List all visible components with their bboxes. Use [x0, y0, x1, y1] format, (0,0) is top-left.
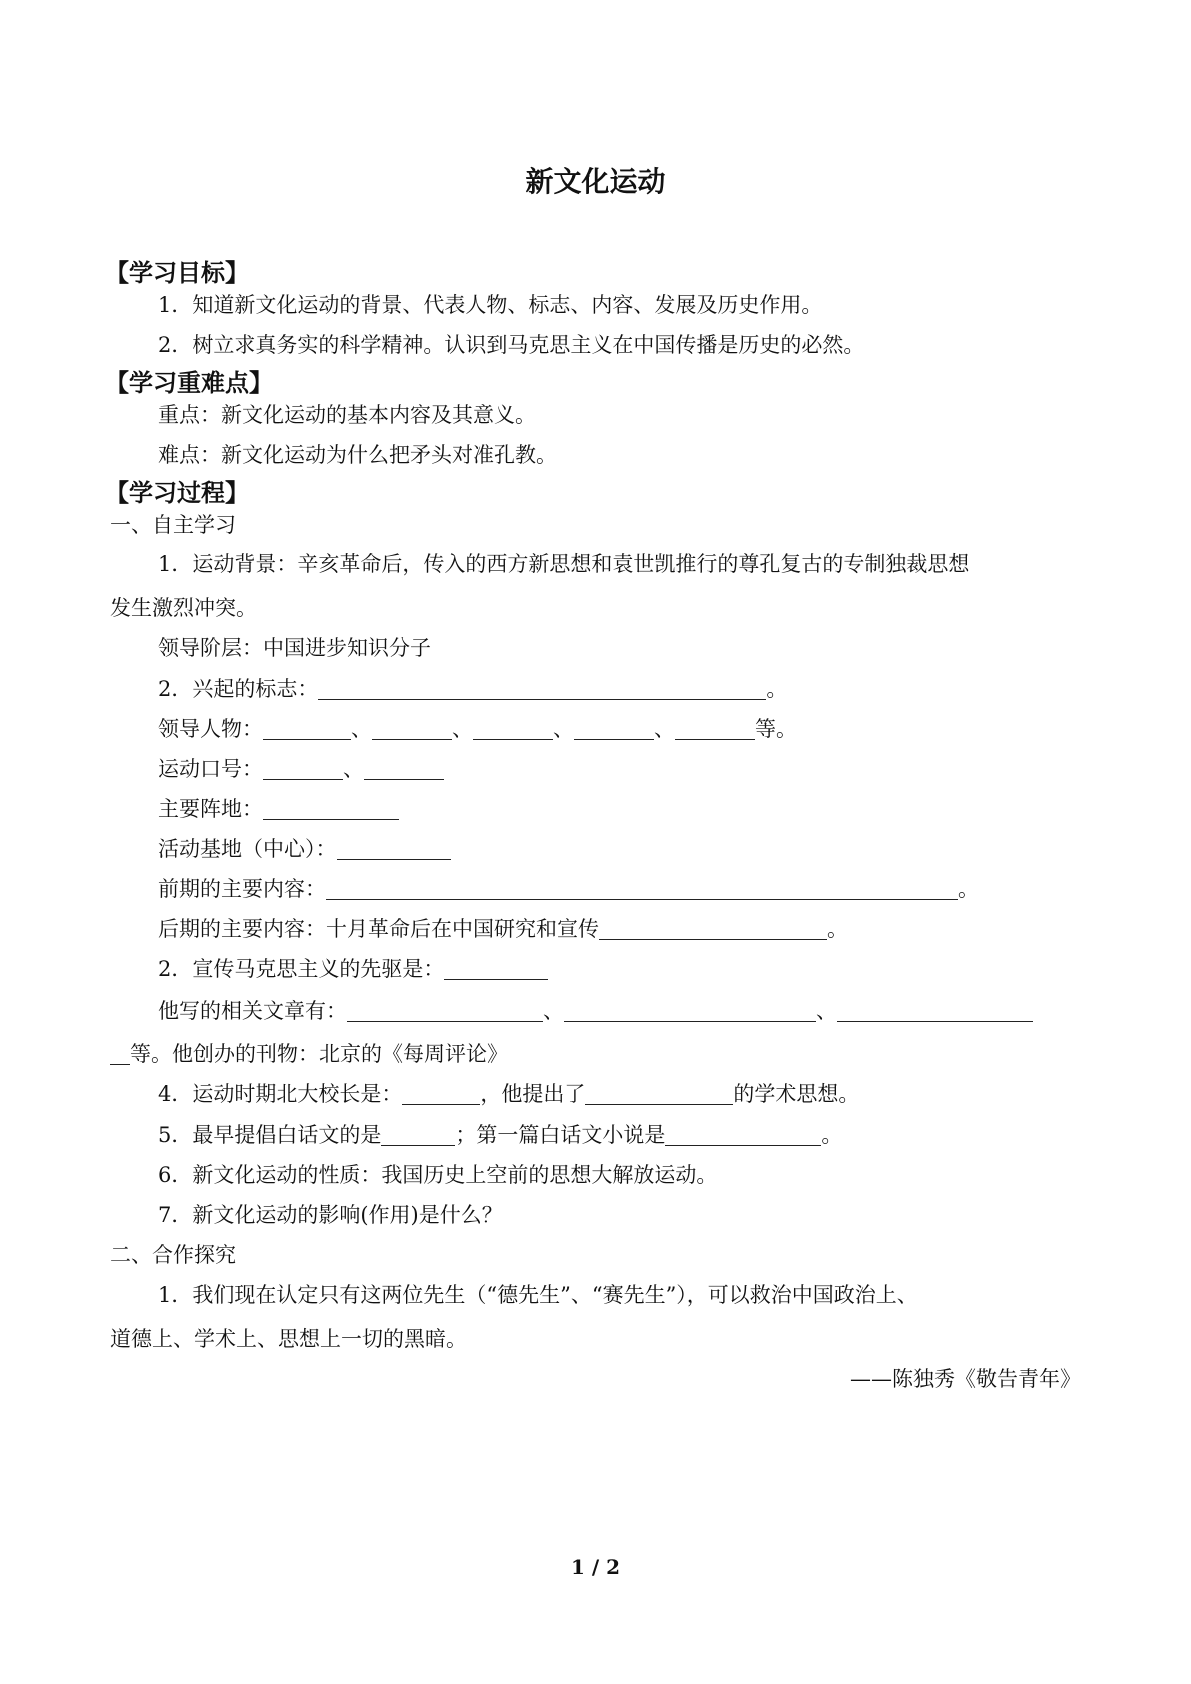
position-row — [158, 794, 399, 824]
blank-article-3[interactable] — [837, 999, 1033, 1022]
separator: 、 — [543, 999, 564, 1023]
blank-leader-1[interactable] — [263, 717, 351, 740]
blank-vernacular-advocate[interactable] — [381, 1123, 455, 1146]
q5-text-a: 5．最早提倡白话文的是 — [158, 1123, 382, 1147]
separator: 、 — [452, 717, 473, 741]
section-goals: 【学习目标】 — [105, 259, 249, 287]
blank-slogan-2[interactable] — [364, 757, 444, 780]
page-title: 新文化运动 — [525, 165, 666, 198]
key-point-difficult: 难点：新文化运动为什么把矛头对准孔教。 — [158, 443, 557, 467]
part2-q1-line2: 道德上、学术上、思想上一切的黑暗。 — [110, 1327, 467, 1351]
late-content-row — [158, 914, 848, 944]
early-content-label: 前期的主要内容： — [158, 877, 326, 901]
slogan-label: 运动口号： — [158, 757, 263, 781]
attribution: ——陈独秀《敬告青年》 — [850, 1367, 1081, 1391]
articles-cont-row — [110, 1039, 508, 1069]
base-row — [158, 834, 451, 864]
part1-heading: 一、自主学习 — [110, 513, 236, 537]
early-content-row — [158, 874, 979, 904]
blank-position[interactable] — [263, 797, 399, 820]
pioneer-label: 2．宣传马克思主义的先驱是： — [158, 957, 445, 981]
articles-label: 他写的相关文章有： — [158, 999, 347, 1023]
separator: 、 — [351, 717, 372, 741]
q5-text-b: ；第一篇白话文小说是 — [455, 1123, 666, 1147]
goal-2: 2．树立求真务实的科学精神。认识到马克思主义在中国传播是历史的必然。 — [158, 333, 865, 357]
blank-article-1[interactable] — [347, 999, 543, 1022]
leader-people-label: 领导人物： — [158, 717, 263, 741]
blank-late-content[interactable] — [599, 917, 827, 940]
key-point-important: 重点：新文化运动的基本内容及其意义。 — [158, 403, 536, 427]
pioneer-row — [158, 954, 548, 984]
articles-row — [158, 996, 1033, 1026]
period: 。 — [821, 1123, 843, 1147]
part2-heading: 二、合作探究 — [110, 1243, 236, 1267]
blank-academic-thought[interactable] — [585, 1082, 733, 1105]
q1-line1: 1．运动背景：辛亥革命后，传入的西方新思想和袁世凯推行的尊孔复古的专制独裁思想 — [158, 552, 970, 576]
leader-people-row — [158, 714, 797, 744]
etc: 等。 — [755, 717, 797, 741]
page-number: 1 / 2 — [570, 1555, 621, 1579]
q1-line2: 发生激烈冲突。 — [110, 596, 257, 620]
q6: 6．新文化运动的性质：我国历史上空前的思想大解放运动。 — [158, 1163, 718, 1187]
blank-principal[interactable] — [402, 1082, 480, 1105]
separator: 、 — [553, 717, 574, 741]
separator: 、 — [654, 717, 675, 741]
blank-sign[interactable] — [318, 677, 766, 700]
blank-leader-3[interactable] — [473, 717, 553, 740]
q5-row — [158, 1120, 842, 1150]
section-process: 【学习过程】 — [105, 479, 249, 507]
articles-end: 等。他创办的刊物：北京的《每周评论》 — [130, 1042, 508, 1066]
blank-leader-2[interactable] — [372, 717, 452, 740]
position-label: 主要阵地： — [158, 797, 263, 821]
base-label: 活动基地（中心）： — [158, 837, 337, 861]
blank-base[interactable] — [337, 837, 451, 860]
separator: 、 — [343, 757, 364, 781]
q4-text-a: 4．运动时期北大校长是： — [158, 1082, 403, 1106]
late-content-label: 后期的主要内容：十月革命后在中国研究和宣传 — [158, 917, 599, 941]
blank-article-2[interactable] — [564, 999, 816, 1022]
slogan-row — [158, 754, 444, 784]
blank-pioneer[interactable] — [444, 957, 548, 980]
separator: 、 — [816, 999, 837, 1023]
q4-text-c: 的学术思想。 — [733, 1082, 860, 1106]
q4-text-b: ，他提出了 — [480, 1082, 586, 1106]
q4-row — [158, 1079, 859, 1109]
period: 。 — [827, 917, 848, 941]
blank-early-content[interactable] — [326, 877, 958, 900]
q2-sign-row — [158, 674, 787, 704]
blank-slogan-1[interactable] — [263, 757, 343, 780]
part2-q1-line1: 1．我们现在认定只有这两位先生（“德先生”、“赛先生”），可以救治中国政治上、 — [158, 1283, 918, 1307]
blank-article-3-cont[interactable] — [110, 1042, 130, 1065]
leaders-class: 领导阶层：中国进步知识分子 — [158, 636, 431, 660]
section-key-points: 【学习重难点】 — [105, 369, 273, 397]
q7: 7．新文化运动的影响(作用)是什么？ — [158, 1203, 503, 1227]
period: 。 — [766, 677, 788, 701]
period: 。 — [958, 877, 979, 901]
blank-leader-4[interactable] — [574, 717, 654, 740]
goal-1: 1．知道新文化运动的背景、代表人物、标志、内容、发展及历史作用。 — [158, 293, 823, 317]
q2-sign-label: 2．兴起的标志： — [158, 677, 319, 701]
blank-leader-5[interactable] — [675, 717, 755, 740]
blank-first-novel[interactable] — [665, 1123, 821, 1146]
